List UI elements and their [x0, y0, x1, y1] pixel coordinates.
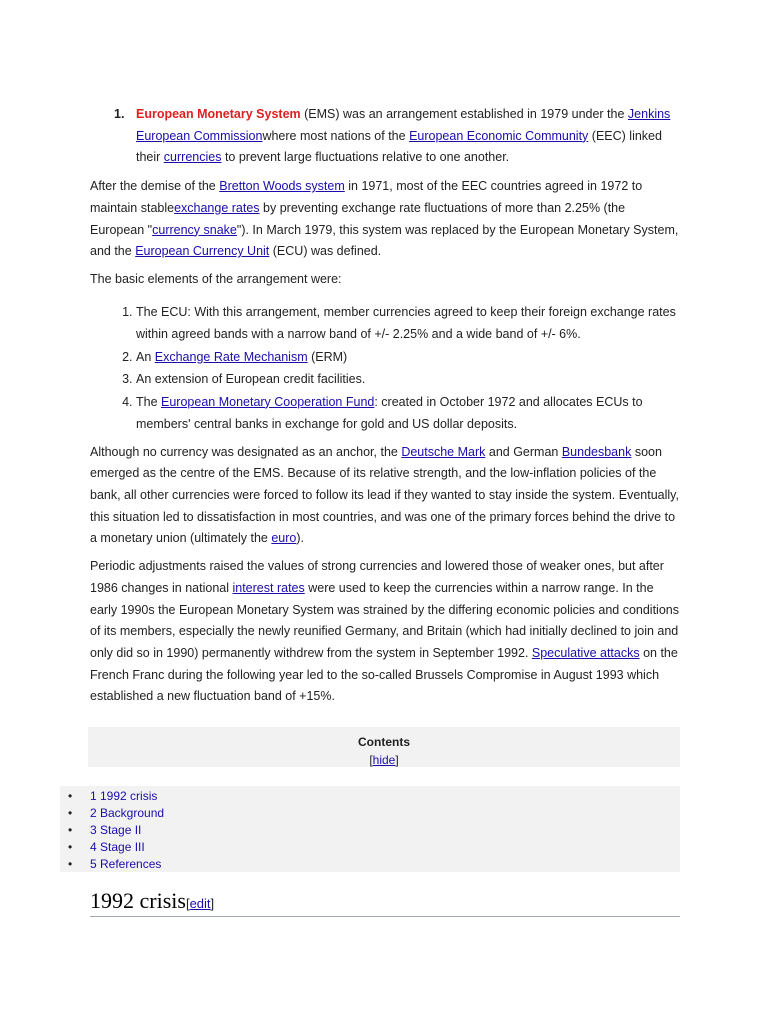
paragraph-periodic-adjustments — [90, 556, 682, 708]
toc-item[interactable] — [60, 822, 680, 839]
section-edit — [186, 896, 214, 911]
para-text: soon emerged as the centre of the EMS. Because of its relative strength, and the low-inflation policies of the bank, all other currencies were forced to follow its lead if they wanted to stay inside the system. Eventually, this situation led to dissatisfaction in most countries, and was one of the primary forces behind the drive to a monetary union (ultimately the — [90, 444, 679, 546]
para-text: Although no currency was designated as an anchor, the — [90, 444, 402, 459]
link-european-economic-community[interactable]: European Economic Community — [409, 128, 589, 143]
list-item-text: An — [136, 349, 155, 364]
table-of-contents-header — [88, 727, 680, 767]
list-item-text: The ECU: With this arrangement, member currencies agreed to keep their foreign exchange rates within agreed bands with a narrow band of +/- 2.25% and a wide band of +/- 6%. — [136, 304, 676, 342]
bullet-icon: • — [68, 840, 73, 854]
toc-item-label[interactable]: 2 Background — [90, 806, 165, 820]
section-title: 1992 crisis — [90, 888, 186, 913]
link-euro[interactable]: euro — [271, 531, 297, 546]
bracket: [ — [369, 753, 373, 767]
toc-item[interactable] — [60, 856, 680, 873]
intro-text: to prevent large fluctuations relative to one another. — [221, 150, 510, 165]
paragraph-deutsche-mark — [90, 442, 682, 551]
table-of-contents — [60, 786, 680, 872]
link-european-currency-unit[interactable]: European Currency Unit — [135, 244, 270, 259]
toc-item[interactable] — [60, 805, 680, 822]
link-currencies[interactable]: currencies — [163, 150, 222, 165]
toc-list — [60, 786, 680, 873]
link-deutsche-mark[interactable]: Deutsche Mark — [401, 444, 486, 459]
link-speculative-attacks[interactable]: Speculative attacks — [531, 645, 640, 660]
para-text: Periodic adjustments raised the values of strong currencies and lowered those of weaker ones, but after 1986 changes in national — [90, 559, 664, 595]
toc-item[interactable] — [60, 839, 680, 856]
link-jenkins-european-commission[interactable]: Jenkins European Commission — [136, 107, 671, 143]
link-european-monetary-cooperation-fund[interactable]: European Monetary Cooperation Fund — [161, 394, 375, 409]
bracket: ] — [210, 896, 215, 911]
intro-text: (EMS) was an arrangement established in 1979 under the — [300, 107, 628, 121]
para-text: by preventing exchange rate fluctuations of more than 2.25% (the European " — [90, 200, 626, 237]
ems-term: European Monetary System — [136, 107, 301, 121]
toc-toggle — [88, 752, 680, 768]
para-text: in 1971, most of the EEC countries agreed in 1972 to maintain stable — [90, 179, 643, 215]
link-bundesbank[interactable]: Bundesbank — [561, 444, 632, 459]
paragraph-bretton-woods — [90, 176, 682, 263]
link-bretton-woods-system[interactable]: Bretton Woods system — [219, 179, 345, 194]
toc-item-label[interactable]: 4 Stage III — [90, 840, 145, 854]
elements-list — [90, 301, 682, 436]
list-item — [136, 301, 682, 346]
list-item — [136, 346, 682, 369]
link-interest-rates[interactable]: interest rates — [232, 580, 305, 595]
para-text: "). In March 1979, this system was replaced by the European Monetary System, and the — [90, 222, 679, 259]
list-item-text: An extension of European credit facilities. — [136, 372, 366, 387]
list-item-text: (ERM) — [307, 349, 348, 364]
toc-title: Contents — [358, 735, 410, 749]
toc-item[interactable] — [60, 788, 680, 805]
bullet-icon: • — [68, 789, 73, 803]
list-item — [136, 368, 682, 391]
para-text: (ECU) was defined. — [269, 244, 382, 259]
para-text: After the demise of the — [90, 179, 220, 194]
edit-link[interactable]: edit — [189, 896, 211, 911]
bullet-icon: • — [68, 857, 73, 871]
toc-item-label[interactable]: 1 1992 crisis — [90, 789, 158, 803]
list-item-text: : created in October 1972 and allocates ECUs to members' central banks in exchange for gold and US dollar deposits. — [136, 394, 643, 432]
para-text: on the French Franc during the following year led to the so-called Brussels Compromise in August 1993 which established a new fluctuation band of +15%. — [90, 645, 678, 704]
bullet-icon: • — [68, 823, 73, 837]
link-currency-snake[interactable]: currency snake — [152, 222, 237, 237]
intro-text: (EEC) linked their — [136, 128, 662, 165]
bracket: ] — [395, 753, 399, 767]
toc-hide-link[interactable]: hide — [372, 753, 396, 767]
toc-item-label[interactable]: 3 Stage II — [90, 823, 142, 837]
intro-text: where most nations of the — [262, 128, 410, 143]
bullet-icon: • — [68, 806, 73, 820]
para-text: were used to keep the currencies within a narrow range. In the early 1990s the European Monetary System was strained by the differing economic policies and conditions of its members, especially the newly reunified Germany, and Britain (which had initially declined to join and only did so in 1990) permanently withdrew from the system in September 1992. — [90, 580, 679, 660]
list-item-text: The — [136, 394, 162, 409]
list-number: 1. — [114, 107, 125, 121]
bracket: [ — [185, 896, 190, 911]
link-exchange-rate-mechanism[interactable]: Exchange Rate Mechanism — [154, 349, 308, 364]
toc-item-label[interactable]: 5 References — [90, 857, 162, 871]
paragraph-basic-elements: The basic elements of the arrangement were: — [90, 271, 342, 286]
intro-list-item — [90, 104, 682, 169]
article-body — [90, 104, 682, 714]
para-text: ). — [296, 531, 305, 546]
para-text: and German — [485, 444, 562, 459]
link-exchange-rates[interactable]: exchange rates — [174, 200, 260, 215]
section-heading — [90, 888, 680, 917]
list-item — [136, 391, 682, 436]
